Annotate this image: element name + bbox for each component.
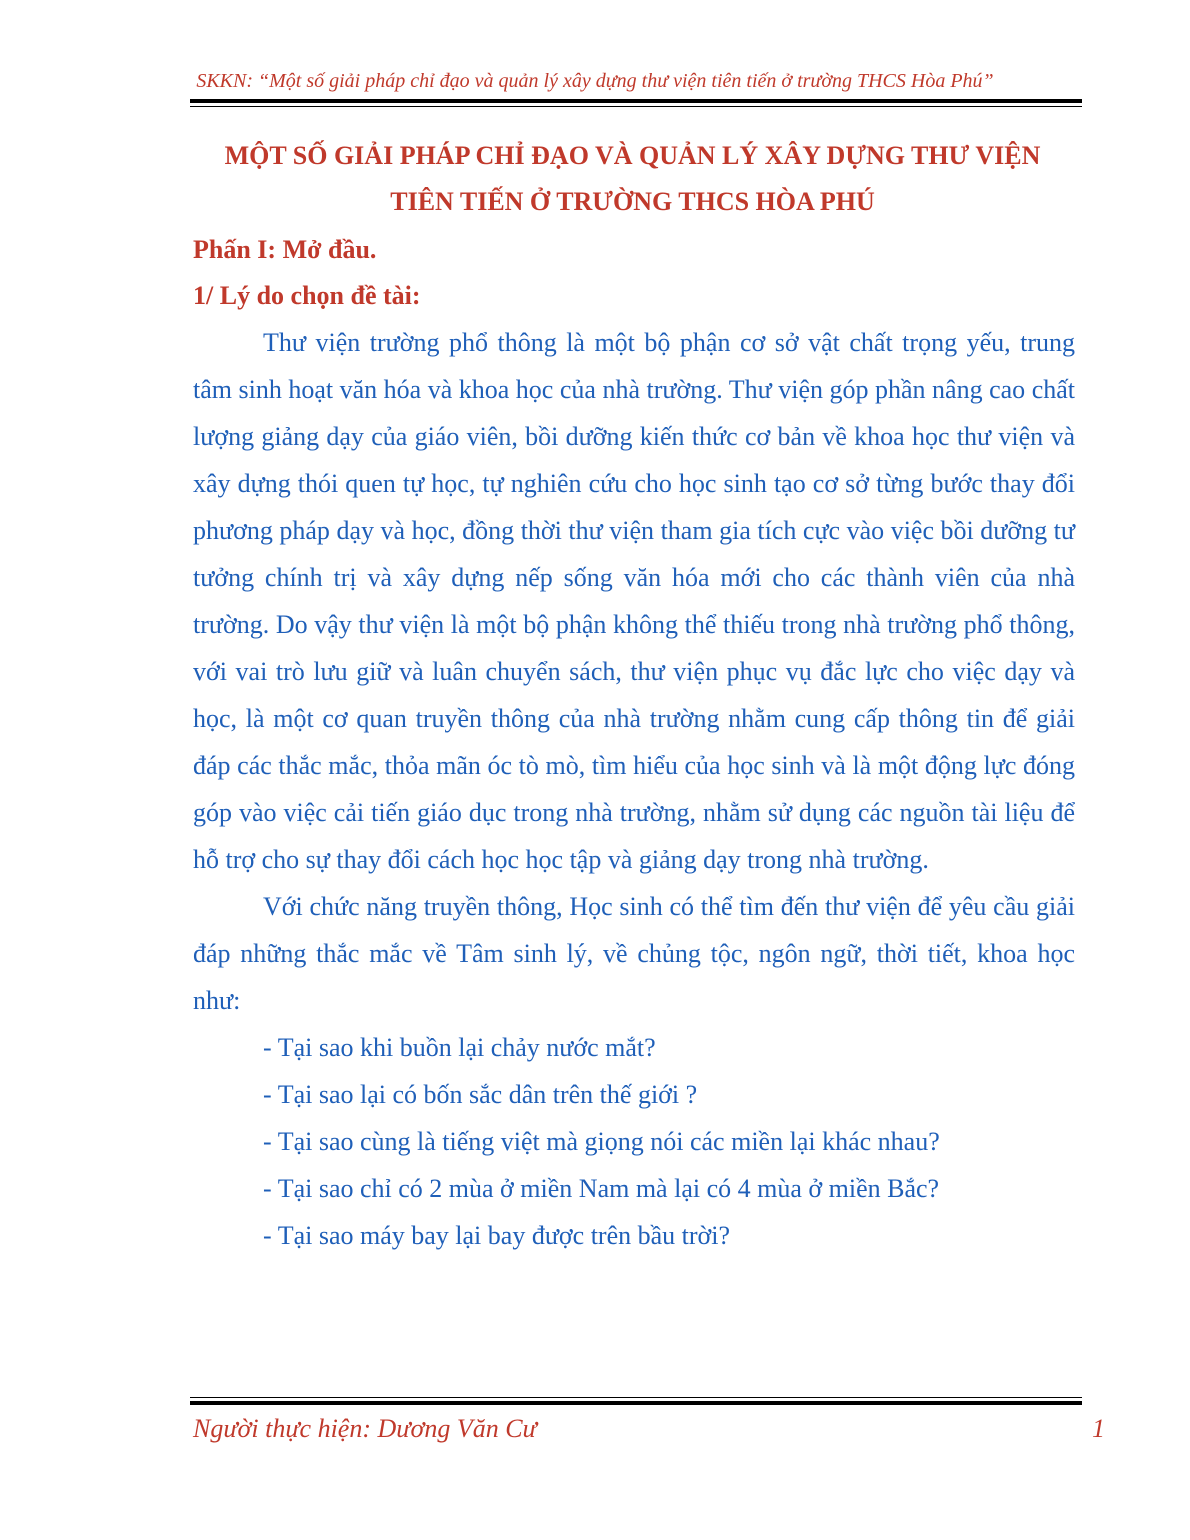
list-item: - Tại sao khi buồn lại chảy nước mắt? bbox=[263, 1033, 656, 1062]
running-header: SKKN: “Một số giải pháp chỉ đạo và quản lý xây dựng thư viện tiên tiến ở trường THCS Hòa Phú” bbox=[196, 70, 994, 92]
header-rule-thick bbox=[190, 99, 1082, 103]
footer-rule-thick bbox=[190, 1401, 1082, 1405]
list-item: - Tại sao máy bay lại bay được trên bầu trời? bbox=[263, 1221, 731, 1250]
list-item: - Tại sao chỉ có 2 mùa ở miền Nam mà lại có 4 mùa ở miền Bắc? bbox=[263, 1174, 940, 1203]
document-title-line1: MỘT SỐ GIẢI PHÁP CHỈ ĐẠO VÀ QUẢN LÝ XÂY DỰNG THƯ VIỆN bbox=[224, 141, 1041, 170]
header-rule-thin bbox=[190, 106, 1082, 107]
body-content bbox=[193, 319, 1075, 1259]
subsection-heading: 1/ Lý do chọn đề tài: bbox=[193, 281, 421, 310]
paragraph-1: Thư viện trường phổ thông là một bộ phận cơ sở vật chất trọng yếu, trung tâm sinh hoạt văn hóa và khoa học của nhà trường. Thư viện góp phần nâng cao chất lượng giảng dạy của giáo viên, bồi dưỡng kiến thức cơ bản về khoa học thư viện và xây dựng thói quen tự học, tự nghiên cứu cho học sinh tạo cơ sở từng bước thay đổi phương pháp dạy và học, đồng thời thư viện tham gia tích cực vào việc bồi dưỡng tư tưởng chính trị và xây dựng nếp sống văn hóa mới cho các thành viên của nhà trường. Do vậy thư viện là một bộ phận không thể thiếu trong nhà trường phổ thông, với vai trò lưu giữ và luân chuyển sách, thư viện phục vụ đắc lực cho việc dạy và học, là một cơ quan truyền thông của nhà trường nhằm cung cấp thông tin để giải đáp các thắc mắc, thỏa mãn óc tò mò, tìm hiểu của học sinh và là một động lực đóng góp vào việc cải tiến giáo dục trong nhà trường, nhằm sử dụng các nguồn tài liệu để hỗ trợ cho sự thay đổi cách học học tập và giảng dạy trong nhà trường. bbox=[193, 328, 1075, 874]
part-heading: Phấn I: Mở đầu. bbox=[193, 235, 377, 264]
paragraph-2: Với chức năng truyền thông, Học sinh có thể tìm đến thư viện để yêu cầu giải đáp những thắc mắc về Tâm sinh lý, về chủng tộc, ngôn ngữ, thời tiết, khoa học như: bbox=[193, 892, 1075, 1015]
footer-rule-thin bbox=[190, 1397, 1082, 1398]
document-title-line2: TIÊN TIẾN Ở TRƯỜNG THCS HÒA PHÚ bbox=[390, 187, 875, 216]
question-list bbox=[193, 1024, 1075, 1259]
page-number: 1 bbox=[1092, 1414, 1105, 1443]
list-item: - Tại sao lại có bốn sắc dân trên thế giới ? bbox=[263, 1080, 698, 1109]
footer-author: Người thực hiện: Dương Văn Cư bbox=[193, 1414, 537, 1443]
list-item: - Tại sao cùng là tiếng việt mà giọng nói các miền lại khác nhau? bbox=[263, 1127, 940, 1156]
